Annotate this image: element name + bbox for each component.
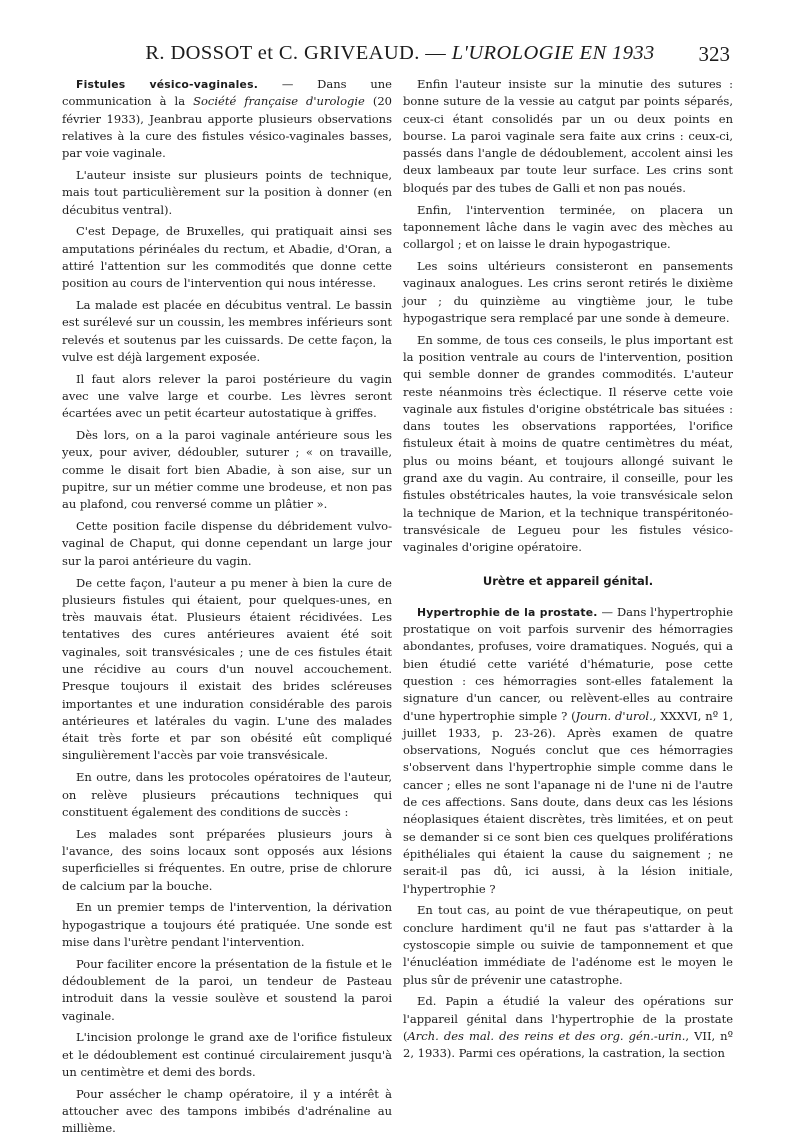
paragraph-text: Ed. Papin a étudié la valeur des opérations sur l'appareil génital dans l'hypertrophie de la prostate ( — [403, 994, 733, 1043]
paragraph: En un premier temps de l'intervention, la dérivation hypogastrique a toujours été pratiquée. Une sonde est mise dans l'urètre pendant l'intervention. — [62, 900, 392, 949]
paragraph: En tout cas, au point de vue thérapeutique, on peut conclure hardiment qu'il ne faut pas s'attarder à la cystoscopie simple ou suivie de tamponnement et que l'énucléation immédiate de l'adénome est le moyen le plus sûr de prévenir une catastrophe. — [403, 903, 733, 987]
paragraph — [403, 993, 733, 1062]
society-name: Société française d'urologie — [193, 94, 365, 109]
header-authors: R. DOSSOT et C. GRIVEAUD. — [145, 42, 420, 64]
left-column — [62, 76, 392, 1142]
paragraph: Les malades sont préparées plusieurs jours à l'avance, des soins locaux sont opposés aux lésions superficielles si fréquentes. En outre, prise de chlorure de calcium par la bouche. — [62, 826, 392, 893]
journal-citation: Journ. d'urol. — [575, 708, 653, 723]
paragraph: L'incision prolonge le grand axe de l'orifice fistuleux et le dédoublement est continué circulairement jusqu'à un centimètre et demi des bords. — [62, 1030, 392, 1080]
paragraph: Pour faciliter encore la présentation de la fistule et le dédoublement de la paroi, un tendeur de Pasteau introduit dans la vessie soulève et soustend la paroi vaginale. — [62, 956, 392, 1023]
paragraph — [62, 76, 392, 162]
paragraph-text: , XXXVI, nº 1, juillet 1933, p. 23-26). Après examen de quatre observations, Nogués conclut que ces hémorragies s'observent dans l'hypertrophie simple comme dans le cancer ; elles ne sont l'apanage ni de l'une ni de l'autre de ces affections. Sans doute, dans deux cas les lésions néoplasiques étaient discrètes, très limitées, et on peut se demander si ce sont bien ces quelques proliférations épithéliales qui étaient la cause du saignement ; ne serait-il pas dû, ici aussi, à la lésion initiale, l'hypertrophie ? — [403, 708, 733, 896]
journal-citation: Arch. des mal. des reins et des org. gén.-urin. — [407, 1028, 686, 1043]
paragraph: C'est Depage, de Bruxelles, qui pratiquait ainsi ses amputations périnéales du rectum, et Abadie, d'Oran, a attiré l'attention sur les commodités que donne cette position au cours de l'intervention qui nous intéresse. — [62, 224, 392, 291]
paragraph: Il faut alors relever la paroi postérieure du vagin avec une valve large et courbe. Les lèvres seront écartées avec un petit écarteur autostatique à griffes. — [62, 371, 392, 421]
header-title — [0, 42, 800, 65]
section-heading: Urètre et appareil génital. — [482, 573, 654, 588]
running-header — [0, 42, 800, 72]
right-column — [403, 76, 733, 1067]
paragraph: L'auteur insiste sur plusieurs points de technique, mais tout particulièrement sur la position à donner (en décubitus ventral). — [62, 167, 392, 217]
paragraph: Dès lors, on a la paroi vaginale antérieure sous les yeux, pour aviver, dédoubler, suturer ; « on travaille, comme le disait fort bien Abadie, à son aise, sur un pupitre, sur un métier comme une brodeuse, et non pas au plafond, cou renversé comme un plâtier ». — [62, 428, 392, 512]
paragraph: De cette façon, l'auteur a pu mener à bien la cure de plusieurs fistules qui étaient, pour quelques-unes, en très mauvais état. Plusieurs étaient récidivées. Les tentatives des cures antérieures avaient été soit vaginales, soit transvésicales ; une de ces fistules était une récidive au cours d'un nouvel accouchement. Presque toujours il existait des brides scléreuses importantes et une induration considérable des parois antérieures et latérales du vagin. L'une des malades était très forte et par son obésité eût compliqué singulièrement l'accès par voie transvésicale. — [62, 575, 392, 763]
paragraph-text: (20 février 1933), Jeanbrau apporte plusieurs observations relatives à la cure des fistules vésico-vaginales basses, par voie vaginale. — [62, 94, 393, 161]
header-journal: L'UROLOGIE EN 1933 — [451, 42, 655, 64]
paragraph-text: — Dans une communication à la — [62, 77, 392, 109]
paragraph: En outre, dans les protocoles opératoires de l'auteur, on relève plusieurs précautions techniques qui constituent également des conditions de succès : — [62, 770, 392, 819]
paragraph — [403, 604, 733, 898]
header-dash: — — [425, 42, 447, 64]
page-number: 323 — [698, 42, 730, 66]
paragraph: En somme, de tous ces conseils, le plus important est la position ventrale au cours de l'intervention, position qui semble donner de grandes commodités. L'auteur reste néanmoins très éclectique. Il réserve cette voie vaginale aux fistules d'origine obstétricale bas situées : dans toutes les observations rapportées, l'orifice fistuleux était à moins de quatre centimètres du méat, plus ou moins béant, et toujours allongé suivant le grand axe du vagin. Au contraire, il conseille, pour les fistules obstétricales hautes, la voie transvésicale selon la technique de Marion, et la technique transpéritonéo-transvésicale de Legueu pour les fistules vésico-vaginales d'origine opératoire. — [403, 332, 733, 555]
run-in-heading: Fistules vésico-vaginales. — [76, 78, 258, 91]
run-in-heading: Hypertrophie de la prostate. — [417, 605, 598, 619]
paragraph: Cette position facile dispense du débridement vulvo-vaginal de Chaput, qui donne cependant un large jour sur la paroi antérieure du vagin. — [62, 519, 392, 568]
paragraph-text: — Dans l'hypertrophie prostatique on voit parfois survenir des hémorragies abondantes, profuses, voire dramatiques. Nogués, qui a bien étudié cette variété d'hématurie, pose cette question : ces hémorragies sont-elles fatalement la signature d'un cancer, ou relèvent-elles au contraire d'une hypertrophie simple ? ( — [403, 604, 733, 723]
paragraph: Les soins ultérieurs consisteront en pansements vaginaux analogues. Les crins seront retirés le dixième jour ; du quinzième au vingtième jour, le tube hypogastrique sera remplacé par une sonde à demeure. — [403, 258, 733, 325]
paragraph-text: , VII, nº 2, 1933). Parmi ces opérations, la castration, la section — [403, 1028, 733, 1061]
paragraph: Pour assécher le champ opératoire, il y a intérêt à attoucher avec des tampons imbibés d'adrénaline au millième. — [62, 1086, 392, 1136]
paragraph: Enfin, l'intervention terminée, on placera un taponnement lâche dans le vagin avec des mèches au collargol ; et on laisse le drain hypogastrique. — [403, 202, 733, 252]
paragraph: La malade est placée en décubitus ventral. Le bassin est surélevé sur un coussin, les membres inférieurs sont relevés et soutenus par les cuissards. De cette façon, la vulve est déjà largement exposée. — [62, 298, 392, 364]
paragraph: Enfin l'auteur insiste sur la minutie des sutures : bonne suture de la vessie au catgut par points séparés, ceux-ci étant consolidés par un ou deux points en bourse. La paroi vaginale sera faite aux crins : ceux-ci, passés dans l'angle de dédoublement, accolent ainsi les deux lambeaux par toute leur surface. Les crins sont bloqués par des tubes de Galli et non pas noués. — [403, 77, 733, 195]
